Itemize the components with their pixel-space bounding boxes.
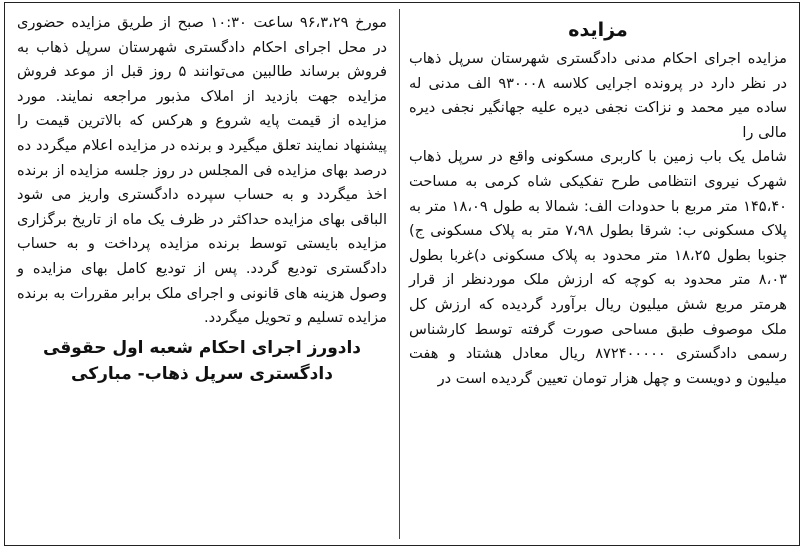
notice-paragraph-intro: مزایده اجرای احکام مدنی دادگستری شهرستان سرپل ذهاب در نظر دارد در پرونده اجرایی کلاسه ۹۳۰۰۰۸ الف مدنی له ساده میر محمد و نزاکت نجفی دیره علیه جهانگیر نجفی دیره مالی را — [409, 50, 787, 141]
signature-block — [17, 335, 387, 387]
signature-line-2: دادگستری سرپل ذهاب- مبارکی — [71, 363, 333, 384]
signature-line-1: دادورز اجرای احکام شعبه اول حقوقی — [42, 337, 362, 358]
notice-paragraph-terms: مورخ ۹۶،۳،۲۹ ساعت ۱۰:۳۰ صبح از طریق مزایده حضوری در محل اجرای احکام دادگستری شهرستان سرپل ذهاب به فروش برساند طالبین می‌توانند ۵ روز قبل از موعد فروش مزایده جهت بازدید از املاک مذبور مراجعه نمایند. مورد مزایده از قیمت پایه شروع و هرکس که بالاترین قیمت را پیشنهاد نمایند تعلق میگیرد و برنده در مزایده اعلام میگردد ده درصد بهای مزایده فی المجلس در روز جلسه مزایده از برنده اخذ میگردد و به حساب سپرده دادگستری واریز می شود الباقی بهای مزایده حداکثر در ظرف یک ماه از تاریخ برگزاری مزایده بایستی توسط برنده مزایده پرداخت و به حساب دادگستری تودیع گردد. پس از تودیع کامل بهای مزایده و وصول هزینه های قانونی و اجرای ملک برابر مقررات به برنده مزایده تسلیم و تحویل میگردد. — [17, 14, 387, 327]
notice-title: مزایده — [568, 19, 628, 41]
notice-paragraph-property: شامل یک باب زمین با کاربری مسکونی واقع در سرپل ذهاب شهرک نیروی انتظامی طرح تفکیکی شاه کرمی به مساحت ۱۴۵،۴۰ متر مربع با حدودات الف: شمالا به طول ۱۸،۰۹ متر به پلاک مسکونی ب: شرقا بطول ۷،۹۸ متر به پلاک مسکونی ج) جنوبا بطول ۱۸،۲۵ متر محدود به پلاک مسکونی د)غربا بطول ۸،۰۳ متر محدود به کوچه که ارزش ملک موردنظر از قرار هرمتر مربع شش میلیون ریال برآورد گردیده که ارزش کل ملک موصوف طبق مساحی صورت گرفته توسط کارشناس رسمی دادگستری ۸۷۲۴۰۰۰۰۰ ریال معادل هشتاد و هفت میلیون و دویست و چهل هزار تومان تعیین گردیده است در — [409, 148, 788, 387]
notice-left-column — [5, 3, 395, 545]
notice-right-column — [399, 3, 799, 545]
notice-frame — [4, 2, 800, 546]
